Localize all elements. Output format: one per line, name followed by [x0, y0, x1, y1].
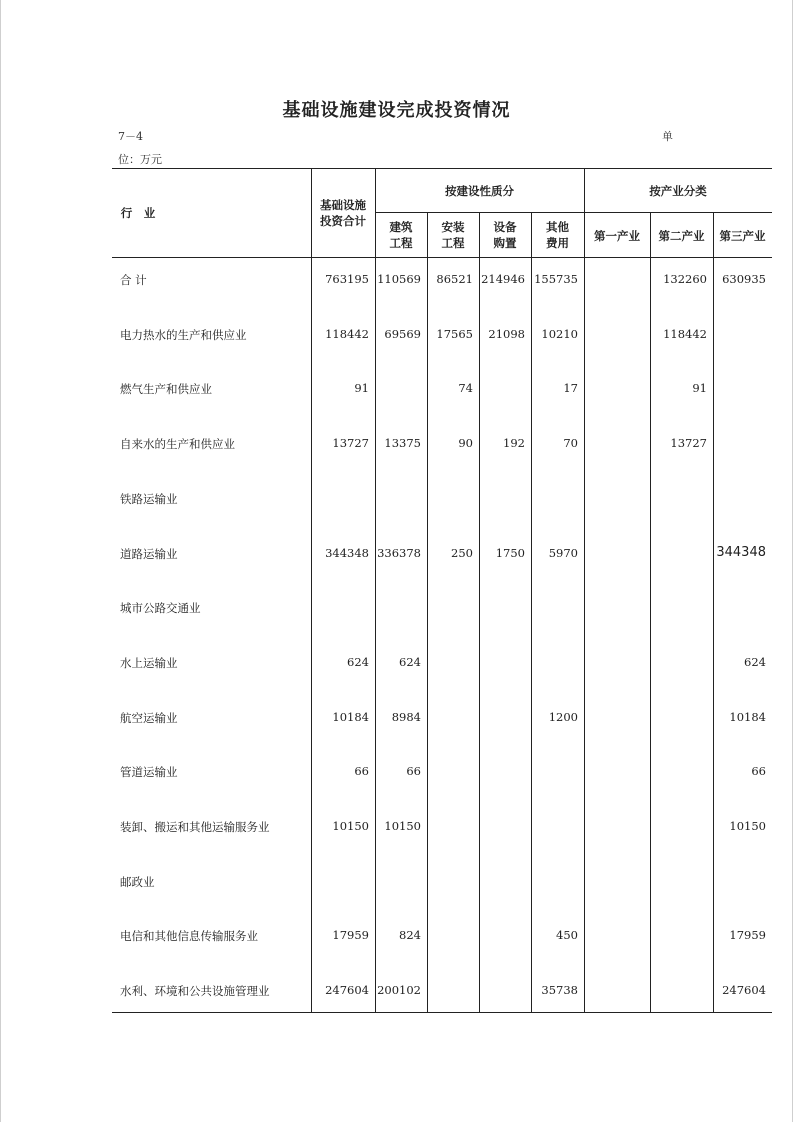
page-title: 基础设施建设完成投资情况: [282, 100, 511, 121]
header-other: 其他 费用: [546, 220, 569, 250]
col-divider: [311, 168, 312, 1012]
header-equipment: 设备 购置: [493, 220, 517, 250]
cell-value: 69569: [384, 327, 421, 341]
cell-value: 155735: [534, 272, 578, 286]
cell-value: 192: [503, 436, 525, 450]
cell-value: 824: [399, 928, 421, 942]
row-label: 燃气生产和供应业: [120, 382, 212, 396]
row-label: 邮政业: [120, 875, 155, 889]
cell-value: 624: [744, 655, 766, 669]
cell-value: 21098: [488, 327, 525, 341]
cell-value: 344348: [716, 545, 766, 560]
cell-value: 17: [563, 381, 578, 395]
row-label: 电力热水的生产和供应业: [120, 328, 247, 342]
cell-value: 10184: [729, 710, 766, 724]
header-bottom-rule: [112, 257, 772, 258]
cell-value: 70: [563, 436, 578, 450]
cell-value: 13727: [670, 436, 707, 450]
cell-value: 1750: [495, 546, 525, 560]
header-total: 基础设施 投资合计: [320, 198, 366, 228]
row-label: 管道运输业: [120, 765, 178, 779]
cell-value: 336378: [377, 546, 421, 560]
cell-value: 247604: [722, 983, 766, 997]
cell-value: 35738: [541, 983, 578, 997]
cell-value: 86521: [436, 272, 473, 286]
cell-value: 17959: [332, 928, 369, 942]
header-tertiary: 第三产业: [719, 229, 766, 243]
unit-label: 位：万元: [118, 153, 162, 166]
row-label: 铁路运输业: [120, 492, 178, 506]
page-edge-left: [0, 0, 1, 1122]
col-divider: [584, 168, 585, 1012]
cell-value: 91: [354, 381, 369, 395]
row-label: 水上运输业: [120, 656, 178, 670]
cell-value: 132260: [663, 272, 707, 286]
cell-value: 10150: [729, 819, 766, 833]
header-by-sector: 按产业分类: [649, 184, 707, 198]
cell-value: 1200: [548, 710, 578, 724]
cell-value: 763195: [325, 272, 369, 286]
cell-value: 214946: [481, 272, 525, 286]
cell-value: 66: [406, 764, 421, 778]
header-installation: 安装 工程: [441, 220, 465, 250]
cell-value: 66: [751, 764, 766, 778]
header-primary: 第一产业: [594, 229, 640, 243]
unit-label-char: 单: [662, 130, 673, 143]
cell-value: 630935: [722, 272, 766, 286]
cell-value: 91: [692, 381, 707, 395]
cell-value: 13727: [332, 436, 369, 450]
header-construction: 建筑 工程: [389, 220, 413, 250]
table-top-rule: [112, 168, 772, 169]
col-divider: [713, 212, 714, 1012]
table-number: 7－4: [118, 130, 143, 143]
cell-value: 10210: [541, 327, 578, 341]
row-label: 道路运输业: [120, 547, 178, 561]
cell-value: 10184: [332, 710, 369, 724]
cell-value: 247604: [325, 983, 369, 997]
cell-value: 450: [556, 928, 578, 942]
header-secondary: 第二产业: [658, 229, 705, 243]
cell-value: 8984: [391, 710, 421, 724]
cell-value: 624: [347, 655, 369, 669]
cell-value: 13375: [384, 436, 421, 450]
row-label: 航空运输业: [120, 711, 178, 725]
row-label: 城市公路交通业: [120, 601, 201, 615]
cell-value: 118442: [663, 327, 707, 341]
cell-value: 10150: [384, 819, 421, 833]
cell-value: 624: [399, 655, 421, 669]
header-by-nature: 按建设性质分: [445, 184, 514, 198]
cell-value: 344348: [325, 546, 369, 560]
cell-value: 17565: [436, 327, 473, 341]
table-bottom-rule: [112, 1012, 772, 1013]
cell-value: 10150: [332, 819, 369, 833]
cell-value: 110569: [377, 272, 421, 286]
cell-value: 17959: [729, 928, 766, 942]
cell-value: 5970: [548, 546, 578, 560]
cell-value: 90: [458, 436, 473, 450]
row-label: 装卸、搬运和其他运输服务业: [120, 820, 270, 834]
cell-value: 118442: [325, 327, 369, 341]
cell-value: 66: [354, 764, 369, 778]
cell-value: 200102: [377, 983, 421, 997]
cell-value: 74: [458, 381, 473, 395]
row-label: 合 计: [120, 273, 147, 287]
row-label: 水利、环境和公共设施管理业: [120, 984, 270, 998]
row-label: 电信和其他信息传输服务业: [120, 929, 258, 943]
header-industry: 行 业: [120, 206, 156, 220]
cell-value: 250: [451, 546, 473, 560]
col-divider: [375, 168, 376, 1012]
row-label: 自来水的生产和供应业: [120, 437, 235, 451]
